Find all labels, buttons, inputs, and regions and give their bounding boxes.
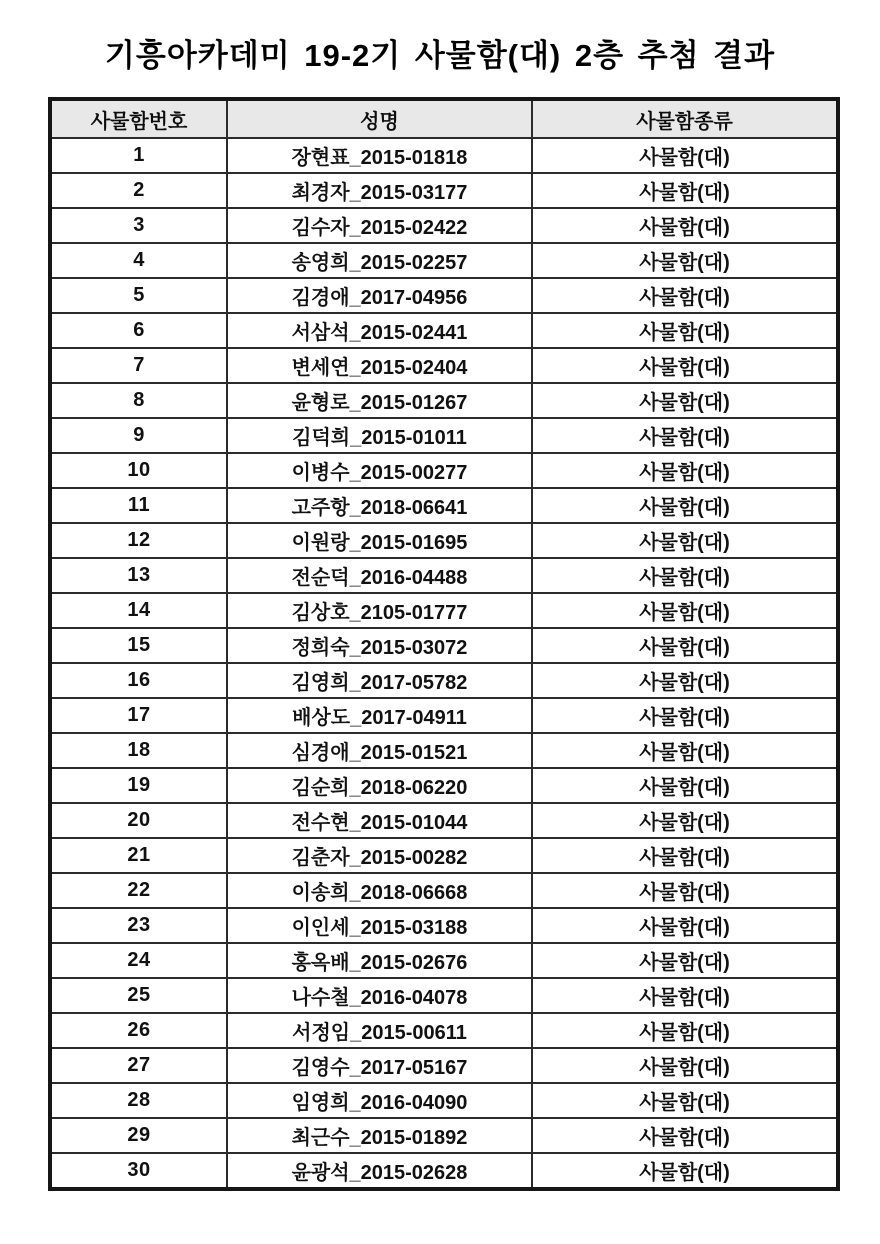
table-row <box>50 908 838 943</box>
table-row <box>50 418 838 453</box>
name-cell: 김상호_2105-01777 <box>227 593 532 628</box>
locker-number-cell: 29 <box>50 1118 227 1153</box>
locker-number-cell: 6 <box>50 313 227 348</box>
locker-number-cell: 5 <box>50 278 227 313</box>
table-row <box>50 943 838 978</box>
locker-number-cell: 16 <box>50 663 227 698</box>
locker-number-cell: 17 <box>50 698 227 733</box>
name-cell: 윤형로_2015-01267 <box>227 383 532 418</box>
table-row <box>50 1153 838 1189</box>
table-row <box>50 663 838 698</box>
locker-number-cell: 22 <box>50 873 227 908</box>
locker-number-cell: 4 <box>50 243 227 278</box>
name-cell: 김영수_2017-05167 <box>227 1048 532 1083</box>
locker-type-cell: 사물함(대) <box>532 243 838 278</box>
locker-type-cell: 사물함(대) <box>532 803 838 838</box>
table-row <box>50 803 838 838</box>
locker-type-cell: 사물함(대) <box>532 138 838 173</box>
header-locker-type: 사물함종류 <box>532 99 838 138</box>
locker-type-cell: 사물함(대) <box>532 838 838 873</box>
table-row <box>50 1048 838 1083</box>
name-cell: 최근수_2015-01892 <box>227 1118 532 1153</box>
header-locker-number: 사물함번호 <box>50 99 227 138</box>
locker-type-cell: 사물함(대) <box>532 488 838 523</box>
name-cell: 김순희_2018-06220 <box>227 768 532 803</box>
table-row <box>50 453 838 488</box>
locker-type-cell: 사물함(대) <box>532 768 838 803</box>
locker-number-cell: 14 <box>50 593 227 628</box>
locker-type-cell: 사물함(대) <box>532 908 838 943</box>
header-name: 성명 <box>227 99 532 138</box>
locker-number-cell: 15 <box>50 628 227 663</box>
locker-type-cell: 사물함(대) <box>532 1048 838 1083</box>
locker-number-cell: 7 <box>50 348 227 383</box>
table-row <box>50 243 838 278</box>
locker-type-cell: 사물함(대) <box>532 418 838 453</box>
locker-number-cell: 9 <box>50 418 227 453</box>
locker-number-cell: 12 <box>50 523 227 558</box>
locker-type-cell: 사물함(대) <box>532 313 838 348</box>
name-cell: 나수철_2016-04078 <box>227 978 532 1013</box>
table-row <box>50 313 838 348</box>
locker-number-cell: 1 <box>50 138 227 173</box>
locker-number-cell: 25 <box>50 978 227 1013</box>
table-row <box>50 208 838 243</box>
table-row <box>50 733 838 768</box>
locker-type-cell: 사물함(대) <box>532 523 838 558</box>
locker-number-cell: 13 <box>50 558 227 593</box>
table-row <box>50 173 838 208</box>
name-cell: 이인세_2015-03188 <box>227 908 532 943</box>
locker-number-cell: 19 <box>50 768 227 803</box>
locker-type-cell: 사물함(대) <box>532 733 838 768</box>
locker-type-cell: 사물함(대) <box>532 943 838 978</box>
table-row <box>50 768 838 803</box>
locker-number-cell: 10 <box>50 453 227 488</box>
locker-type-cell: 사물함(대) <box>532 558 838 593</box>
name-cell: 김춘자_2015-00282 <box>227 838 532 873</box>
name-cell: 심경애_2015-01521 <box>227 733 532 768</box>
locker-number-cell: 30 <box>50 1153 227 1189</box>
table-row <box>50 978 838 1013</box>
name-cell: 김영희_2017-05782 <box>227 663 532 698</box>
locker-number-cell: 23 <box>50 908 227 943</box>
table-row <box>50 1118 838 1153</box>
name-cell: 윤광석_2015-02628 <box>227 1153 532 1189</box>
table-row <box>50 278 838 313</box>
table-row <box>50 628 838 663</box>
lottery-results-table <box>48 97 840 1191</box>
table-row <box>50 838 838 873</box>
locker-type-cell: 사물함(대) <box>532 453 838 488</box>
name-cell: 서삼석_2015-02441 <box>227 313 532 348</box>
locker-type-cell: 사물함(대) <box>532 173 838 208</box>
name-cell: 변세연_2015-02404 <box>227 348 532 383</box>
locker-number-cell: 8 <box>50 383 227 418</box>
name-cell: 김덕희_2015-01011 <box>227 418 532 453</box>
name-cell: 이송희_2018-06668 <box>227 873 532 908</box>
name-cell: 김수자_2015-02422 <box>227 208 532 243</box>
locker-number-cell: 26 <box>50 1013 227 1048</box>
name-cell: 장현표_2015-01818 <box>227 138 532 173</box>
locker-number-cell: 20 <box>50 803 227 838</box>
name-cell: 임영희_2016-04090 <box>227 1083 532 1118</box>
table-body <box>50 138 838 1189</box>
locker-type-cell: 사물함(대) <box>532 698 838 733</box>
locker-type-cell: 사물함(대) <box>532 978 838 1013</box>
name-cell: 이병수_2015-00277 <box>227 453 532 488</box>
locker-number-cell: 18 <box>50 733 227 768</box>
locker-number-cell: 24 <box>50 943 227 978</box>
table-row <box>50 523 838 558</box>
table-row <box>50 698 838 733</box>
table-row <box>50 558 838 593</box>
name-cell: 이원랑_2015-01695 <box>227 523 532 558</box>
locker-type-cell: 사물함(대) <box>532 278 838 313</box>
table-row <box>50 593 838 628</box>
locker-type-cell: 사물함(대) <box>532 208 838 243</box>
table-row <box>50 348 838 383</box>
locker-number-cell: 3 <box>50 208 227 243</box>
locker-type-cell: 사물함(대) <box>532 1083 838 1118</box>
locker-type-cell: 사물함(대) <box>532 1013 838 1048</box>
header-row <box>50 99 838 138</box>
name-cell: 고주항_2018-06641 <box>227 488 532 523</box>
locker-type-cell: 사물함(대) <box>532 593 838 628</box>
locker-type-cell: 사물함(대) <box>532 873 838 908</box>
locker-number-cell: 27 <box>50 1048 227 1083</box>
table-row <box>50 1013 838 1048</box>
table-row <box>50 488 838 523</box>
locker-type-cell: 사물함(대) <box>532 1118 838 1153</box>
locker-type-cell: 사물함(대) <box>532 663 838 698</box>
name-cell: 서정임_2015-00611 <box>227 1013 532 1048</box>
table-row <box>50 383 838 418</box>
name-cell: 정희숙_2015-03072 <box>227 628 532 663</box>
name-cell: 송영희_2015-02257 <box>227 243 532 278</box>
table-row <box>50 138 838 173</box>
locker-type-cell: 사물함(대) <box>532 348 838 383</box>
name-cell: 전순덕_2016-04488 <box>227 558 532 593</box>
locker-type-cell: 사물함(대) <box>532 383 838 418</box>
locker-type-cell: 사물함(대) <box>532 1153 838 1189</box>
name-cell: 배상도_2017-04911 <box>227 698 532 733</box>
name-cell: 최경자_2015-03177 <box>227 173 532 208</box>
locker-number-cell: 28 <box>50 1083 227 1118</box>
locker-type-cell: 사물함(대) <box>532 628 838 663</box>
locker-number-cell: 11 <box>50 488 227 523</box>
name-cell: 홍옥배_2015-02676 <box>227 943 532 978</box>
name-cell: 전수현_2015-01044 <box>227 803 532 838</box>
name-cell: 김경애_2017-04956 <box>227 278 532 313</box>
table-row <box>50 873 838 908</box>
locker-number-cell: 21 <box>50 838 227 873</box>
page-title: 기흥아카데미 19-2기 사물함(대) 2층 추첨 결과 <box>104 38 776 73</box>
table-row <box>50 1083 838 1118</box>
locker-number-cell: 2 <box>50 173 227 208</box>
